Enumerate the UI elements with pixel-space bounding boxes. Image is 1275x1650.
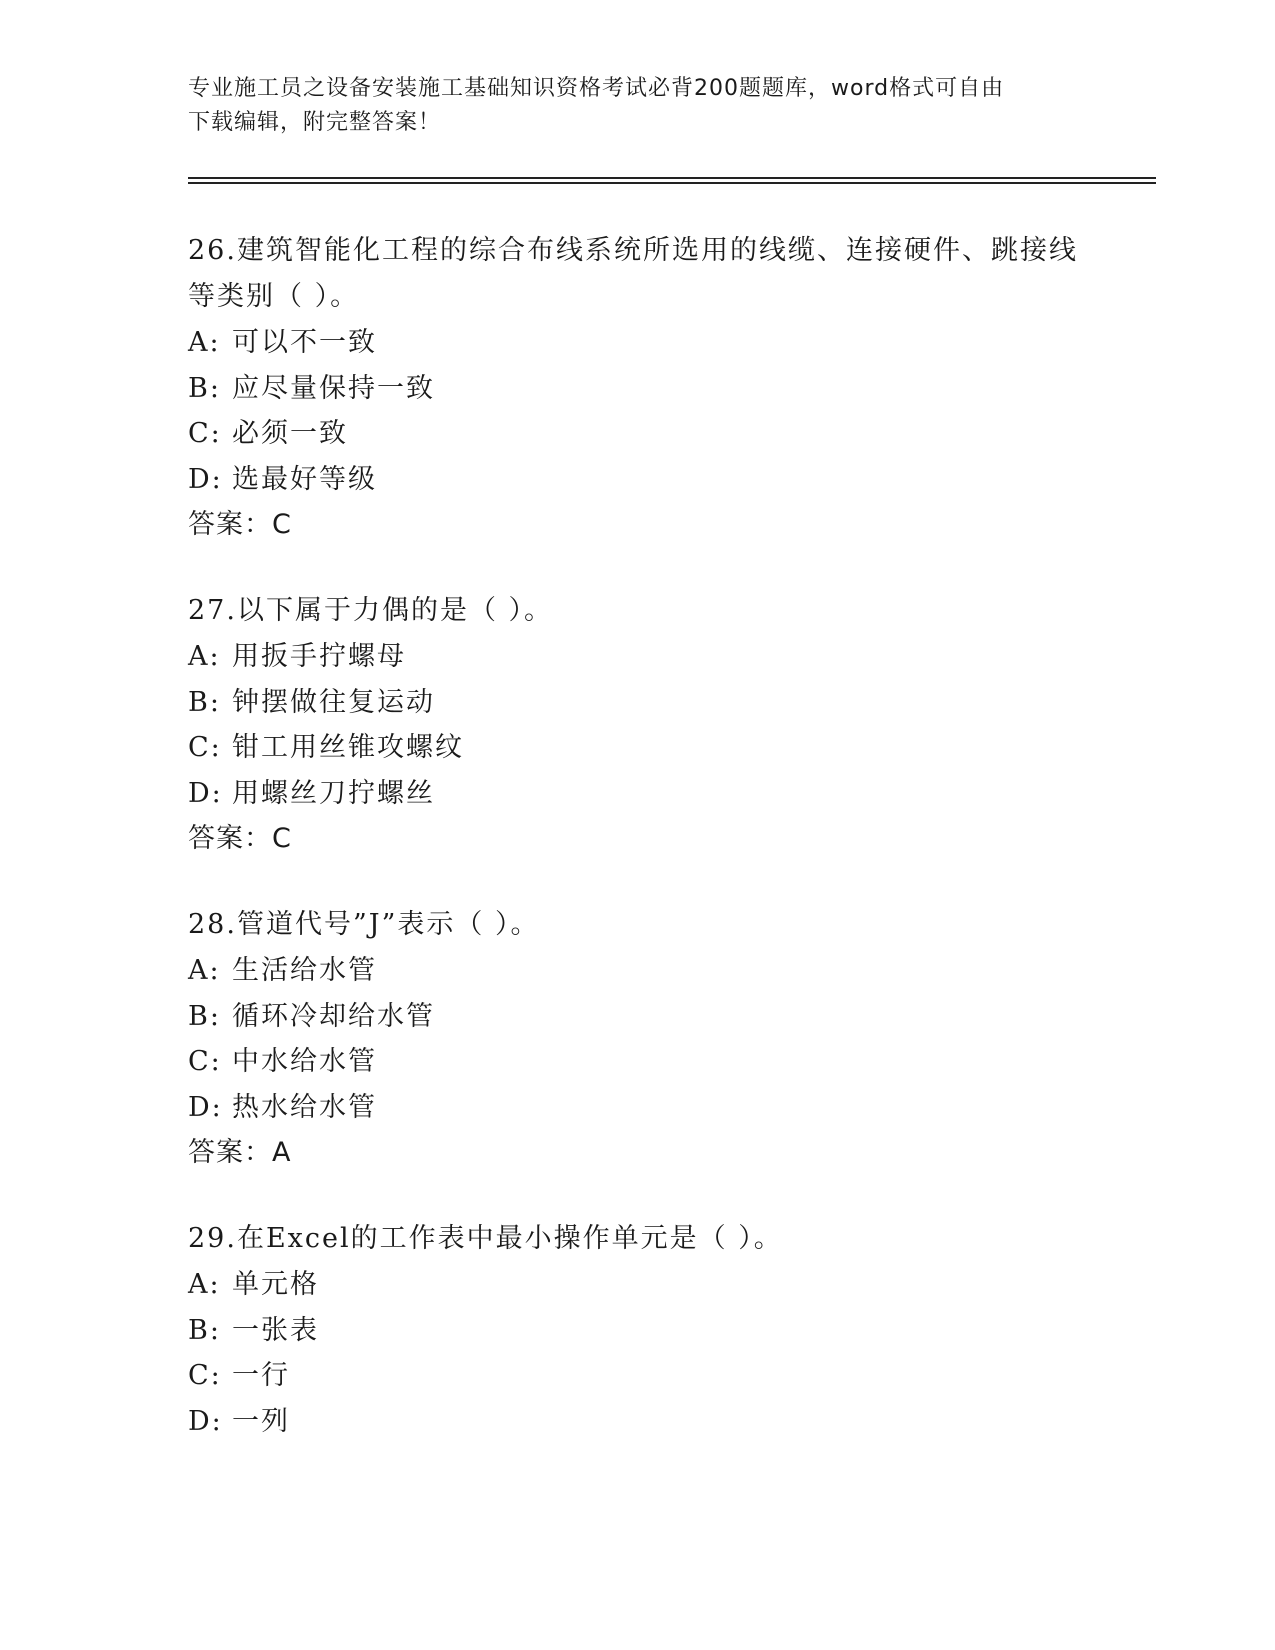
option-c [188,1039,1108,1085]
option-letter: C: [188,1046,222,1077]
option-d [188,1085,1108,1131]
option-text: 单元格 [232,1269,319,1300]
option-a [188,1262,1108,1308]
option-text: 循环冷却给水管 [232,1000,435,1032]
header-title-line-1: 专业施工员之设备安装施工基础知识资格考试必背200题题库，word格式可自由 [188,76,1005,101]
question-list [188,228,1108,1484]
question-stem-line-1: 27.以下属于力偶的是（ ）。 [188,595,554,626]
header-divider-top [188,177,1156,179]
option-letter: A: [188,327,221,358]
option-letter: C: [188,732,222,763]
header-title-line-2: 下载编辑，附完整答案！ [188,110,442,135]
question-stem [188,588,1108,634]
option-d [188,771,1108,817]
question-stem-line-1: 29.在Excel的工作表中最小操作单元是（ ）。 [188,1223,783,1254]
option-text: 用扳手拧螺母 [232,641,406,672]
option-letter: A: [188,1269,221,1300]
question-stem [188,1216,1108,1262]
option-b [188,994,1108,1040]
option-b [188,1308,1108,1354]
option-text: 中水给水管 [232,1046,377,1077]
option-letter: A: [188,955,221,986]
option-c [188,1353,1108,1399]
option-text: 热水给水管 [232,1091,377,1123]
question-26 [188,228,1108,548]
question-stem [188,902,1108,948]
option-d [188,457,1108,503]
option-letter: A: [188,641,221,672]
option-d [188,1399,1108,1445]
option-letter: B: [188,1314,221,1346]
option-text: 一张表 [232,1314,319,1346]
option-b [188,366,1108,412]
option-text: 钟摆做往复运动 [232,686,435,718]
option-b [188,680,1108,726]
option-text: 用螺丝刀拧螺丝 [232,777,435,809]
option-a [188,320,1108,366]
option-letter: C: [188,418,222,449]
option-letter: D: [188,1405,223,1437]
question-stem [188,228,1108,320]
option-letter: B: [188,372,221,404]
option-c [188,411,1108,457]
option-letter: C: [188,1360,222,1391]
option-text: 可以不一致 [232,327,377,358]
question-stem-line-1: 28.管道代号”J”表示（ ）。 [188,909,540,940]
option-text: 应尽量保持一致 [232,372,435,404]
answer-line: 答案：C [188,823,292,854]
option-letter: D: [188,1091,223,1123]
option-text: 一行 [232,1360,290,1391]
header-divider-bottom [188,182,1156,184]
option-c [188,725,1108,771]
question-stem-line-2: 等类别（ ）。 [188,281,360,312]
question-stem-line-1: 26.建筑智能化工程的综合布线系统所选用的线缆、连接硬件、跳接线 [188,235,1078,266]
option-text: 钳工用丝锥攻螺纹 [232,732,464,763]
option-a [188,634,1108,680]
document-header [188,72,1088,140]
option-text: 选最好等级 [232,463,377,495]
option-text: 生活给水管 [232,955,377,986]
option-a [188,948,1108,994]
answer-line: 答案：C [188,509,292,540]
option-letter: B: [188,1000,221,1032]
answer-line: 答案：A [188,1137,292,1168]
question-29 [188,1216,1108,1444]
option-letter: D: [188,463,223,495]
option-letter: B: [188,686,221,718]
question-27 [188,588,1108,862]
option-text: 一列 [232,1405,290,1437]
option-text: 必须一致 [232,418,348,449]
option-letter: D: [188,777,223,809]
question-28 [188,902,1108,1176]
